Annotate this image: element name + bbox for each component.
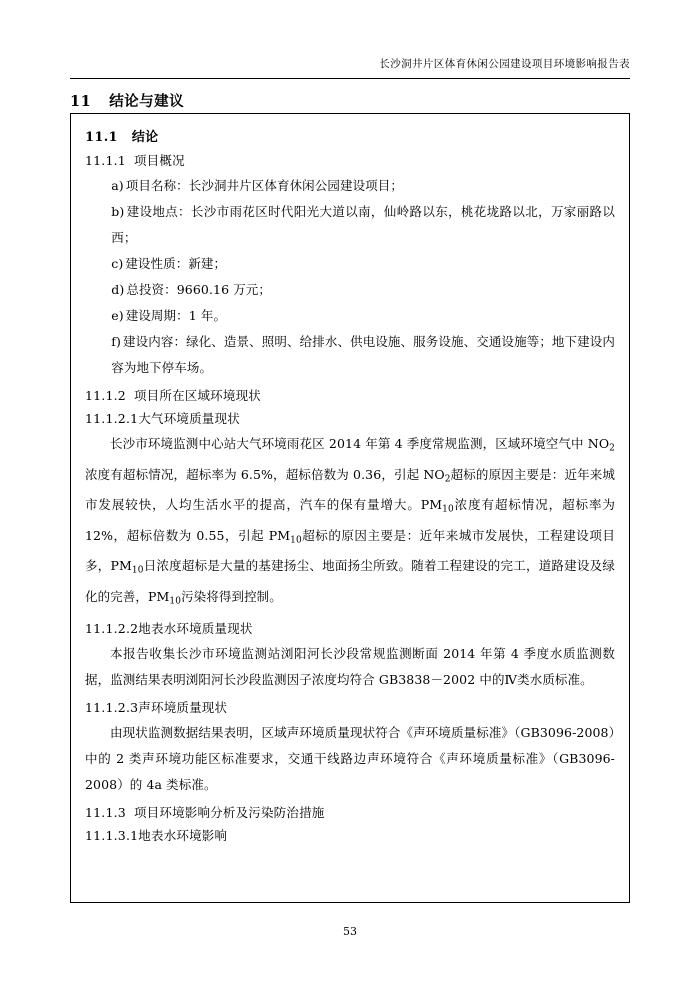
air-sub-1: 2	[609, 443, 615, 454]
section-title-11-1-2-1: 大气环境质量现状	[138, 411, 240, 426]
air-sub-3: 10	[442, 504, 454, 515]
page-number: 53	[343, 925, 357, 938]
air-text-4: 浓度有超标情况，超标率为 12%，超标倍数为 0.55，引起 PM	[85, 497, 615, 543]
air-sub-5: 10	[131, 565, 144, 576]
section-title-11-1-3: 项目环境影响分析及污染防治措施	[133, 805, 325, 821]
content-box	[70, 113, 630, 903]
air-text-3: 超标的原因主要是：近年来城市发展较快，人均生活水平的提高，汽车的保有量增大。PM	[85, 466, 615, 513]
list-item	[85, 199, 615, 251]
list-item-text: 建设内容：绿化、造景、照明、给排水、供电设施、服务设施、交通设施等；地下建设内容为地下停车场。	[111, 334, 615, 375]
section-heading-11-1-3	[85, 803, 615, 821]
section-title-11-1-2: 项目所在区域环境现状	[133, 388, 261, 403]
air-text-1: 长沙市环境监测中心站大气环境雨花区 2014 年第 4 季度常规监测，区域环境空气中 NO	[110, 436, 610, 451]
list-item-label: b)	[111, 204, 125, 219]
air-sub-6: 10	[169, 596, 182, 607]
section-number-11-1: 11.1	[85, 130, 118, 145]
list-item	[85, 173, 615, 199]
running-header-text: 长沙洞井片区体育休闲公园建设项目环境影响报告表	[379, 58, 630, 70]
air-text-5: 超标的原因主要是：近年来城市发展快，工程建设项目多，PM	[85, 527, 615, 574]
section-heading-11-1-2-3	[85, 698, 615, 716]
list-item-text: 建设性质：新建；	[125, 256, 227, 271]
section-heading-11-1	[85, 126, 615, 145]
chapter-heading	[70, 90, 184, 111]
section-number-11-1-2: 11.1.2	[85, 388, 126, 403]
air-text-6: 日浓度超标是大量的基建扬尘、地面扬尘所致。随着工程建设的完工，道路建设及绿化的完善，PM	[85, 558, 615, 604]
air-sub-2: 2	[444, 474, 451, 485]
list-item	[85, 251, 615, 277]
list-item-label: a)	[111, 178, 124, 193]
running-header	[70, 52, 630, 71]
section-heading-11-1-1	[85, 151, 615, 169]
section-title-11-1-2-2: 地表水环境质量现状	[138, 621, 253, 637]
air-text-2: 浓度有超标情况，超标率为 6.5%，超标倍数为 0.36，引起 NO	[85, 466, 445, 482]
air-text-7: 污染将得到控制。	[181, 588, 282, 604]
section-number-11-1-3-1: 11.1.3.1	[85, 828, 139, 844]
paragraph-air-quality	[85, 431, 615, 614]
air-sub-4: 10	[290, 535, 302, 546]
section-heading-11-1-3-1	[85, 826, 615, 844]
section-title-11-1-1: 项目概况	[133, 153, 185, 168]
list-item	[85, 303, 615, 329]
paragraph-noise-quality: 由现状监测数据结果表明，区域声环境质量现状符合《声环境质量标准》（GB3096-2008）中的 2 类声环境功能区标准要求，交通干线路边声环境符合《声环境质量标准》（GB3096-2008）的 4a 类标准。	[85, 725, 615, 793]
list-item-text: 项目名称：长沙洞井片区体育休闲公园建设项目；	[125, 178, 403, 193]
list-item-text: 总投资：9660.16 万元；	[126, 282, 272, 297]
section-heading-11-1-2	[85, 386, 615, 404]
section-number-11-1-2-3: 11.1.2.3	[85, 700, 139, 716]
section-heading-11-1-2-1	[85, 409, 615, 427]
chapter-title: 结论与建议	[109, 93, 185, 110]
list-item-label: d)	[111, 282, 125, 297]
section-heading-11-1-2-2	[85, 619, 615, 637]
list-item-label: c)	[111, 256, 124, 271]
section-number-11-1-2-2: 11.1.2.2	[85, 621, 139, 637]
header-divider	[70, 78, 630, 79]
section-number-11-1-2-1: 11.1.2.1	[85, 411, 139, 426]
paragraph-water-quality: 本报告收集长沙市环境监测站浏阳河长沙段常规监测断面 2014 年第 4 季度水质监测数据，监测结果表明浏阳河长沙段监测因子浓度均符合 GB3838－2002 中的Ⅳ类水质标准。	[85, 646, 615, 688]
section-title-11-1-3-1: 地表水环境影响	[138, 828, 228, 844]
list-item-text: 建设地点：长沙市雨花区时代阳光大道以南，仙岭路以东，桃花垅路以北，万家丽路以西；	[111, 204, 615, 245]
list-item	[85, 329, 615, 381]
section-number-11-1-3: 11.1.3	[85, 805, 126, 821]
list-item-label: f)	[111, 334, 121, 349]
list-item-text: 建设周期：1 年。	[125, 308, 227, 323]
section-number-11-1-1: 11.1.1	[85, 153, 126, 168]
list-item	[85, 277, 615, 303]
section-title-11-1-2-3: 声环境质量现状	[138, 700, 228, 716]
chapter-number: 11	[70, 93, 92, 110]
section-title-11-1: 结论	[131, 130, 159, 145]
list-item-label: e)	[111, 308, 124, 323]
